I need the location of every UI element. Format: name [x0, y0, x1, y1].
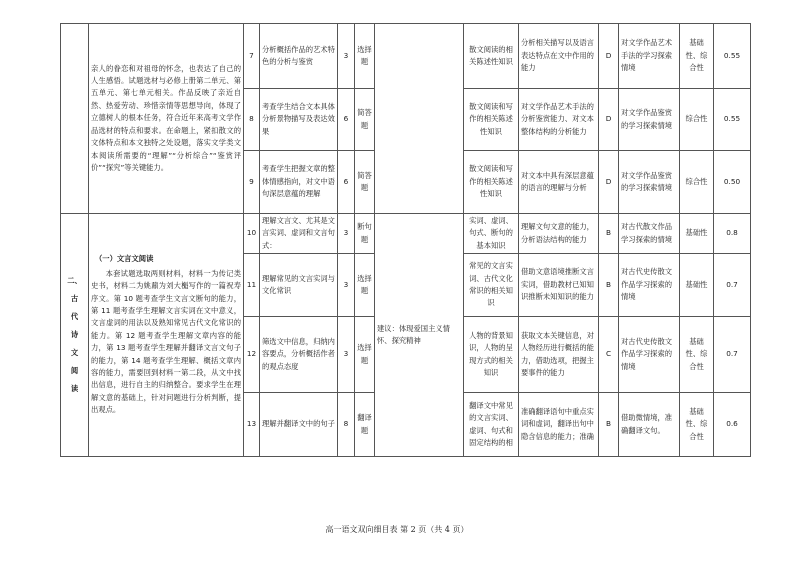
skill: 理解文句文意的能力，分析语法结构的能力: [519, 214, 599, 254]
section2-intro-cell: [89, 214, 244, 457]
level: B: [599, 214, 619, 254]
section2-intro-text: 本套试题选取两则材料，材料一为传记类史书，材料二为姚鼐为刘大櫆写作的一篇祝寿序文。第 10 题考查学生文言文断句的能力，第 11 题考查学生理解文言实词在文中意义，文言虚词的用法以及熟知常见古代文化常识的能力。第 12 题考查学生理解文章内容的能力，第 13 题考查学生理解并翻译文言文句子的能力，第 14 题考查学生理解、概括文章内容的能力，需要回到材料一第二段，从文中找出信息，进行自主的归纳整合。要求学生在理解文意的基础上，针对问题进行分析判断，提出观点。: [91, 268, 241, 415]
specification-table: [60, 23, 751, 457]
level: D: [599, 151, 619, 214]
knowledge: 实词、虚词、句式、断句的基本知识: [464, 214, 519, 254]
knowledge: 散文阅读的相关陈述性知识: [464, 24, 519, 89]
table-row: [61, 24, 751, 89]
level: D: [599, 24, 619, 89]
knowledge: 散文阅读和写作的相关陈述性知识: [464, 89, 519, 151]
question-score: 8: [338, 393, 355, 457]
question-content: 理解文言文、尤其是文言实词、虚词和文言句式：: [260, 214, 338, 254]
difficulty: 0.7: [714, 254, 751, 317]
level: D: [599, 89, 619, 151]
level: B: [599, 393, 619, 457]
question-type: 翻译题: [355, 393, 375, 457]
question-number: 11: [244, 254, 260, 317]
situation: 借助微情境，准确翻译文句。: [619, 393, 680, 457]
attribute: 基础性、综合性: [680, 317, 714, 393]
knowledge: 常见的文言实词、古代文化常识的相关知识: [464, 254, 519, 317]
difficulty: 0.6: [714, 393, 751, 457]
situation: 对文学作品艺术手法的学习探索情境: [619, 24, 680, 89]
skill: 借助文意语境推断文言实词，借助教材已知知识推断未知知识的能力: [519, 254, 599, 317]
skill: 获取文本关键信息，对人物经历进行概括的能力，借助选项，把握主要事件的能力: [519, 317, 599, 393]
difficulty: 0.7: [714, 317, 751, 393]
level: B: [599, 254, 619, 317]
question-number: 9: [244, 151, 260, 214]
page-footer: 高一语文双向细目表 第 2 页（共 4 页）: [325, 525, 469, 534]
question-content: 分析概括作品的艺术特色的分析与鉴赏: [260, 24, 338, 89]
situation: 对文学作品鉴赏的学习探索情境: [619, 151, 680, 214]
question-score: 3: [338, 317, 355, 393]
knowledge: 翻译文中常见的文言实词、虚词、句式和固定结构的相: [464, 393, 519, 457]
question-type: 选择题: [355, 24, 375, 89]
question-content: 理解常见的文言实词与文化常识: [260, 254, 338, 317]
knowledge: 散文阅读和写作的相关陈述性知识: [464, 151, 519, 214]
attribute: 综合性: [680, 89, 714, 151]
section1-intro-text: 亲人的眷恋和对祖母的怀念，也表达了自己的人生感悟。试题选材与必修上册第二单元、第五单元、第七单元相关。作品反映了亲近自然、热爱劳动、珍惜亲情等思想导向，体现了立德树人的根本任务，符合近年来高考文学作品选材的特点和要求。在命题上，紧扣散文的文体特点和本文独特之处设题，落实文学类文本阅读所需要的“理解”“分析综合”“鉴赏评价”“探究”等关键能力。: [89, 24, 244, 214]
section2-label: 二、 古 代 诗 文 阅 读: [61, 214, 89, 457]
situation: 对古代史传散文作品学习探索的情境: [619, 254, 680, 317]
skill: 分析相关描写以及语言表达特点在文中作用的能力: [519, 24, 599, 89]
skill: 对文学作品艺术手法的分析鉴赏能力、对文本整体结构的分析能力: [519, 89, 599, 151]
difficulty: 0.55: [714, 24, 751, 89]
question-number: 8: [244, 89, 260, 151]
skill: 对文本中具有深层意蕴的语言的理解与分析: [519, 151, 599, 214]
question-type: 简答题: [355, 151, 375, 214]
question-score: 3: [338, 254, 355, 317]
table-row: [61, 214, 751, 254]
question-number: 13: [244, 393, 260, 457]
section1-label-cell: [61, 24, 89, 214]
question-content: 考查学生把握文章的整体情感指向，对文中语句深层意蕴的理解: [260, 151, 338, 214]
section1-blank-note: [375, 24, 464, 214]
skill: 准确翻译语句中重点实词和虚词，翻译出句中隐含信息的能力；准确: [519, 393, 599, 457]
question-type: 断句题: [355, 214, 375, 254]
attribute: 基础性: [680, 214, 714, 254]
section2-subtitle: （一）文言文阅读: [95, 254, 154, 264]
question-score: 3: [338, 214, 355, 254]
situation: 对文学作品鉴赏的学习探索情境: [619, 89, 680, 151]
question-score: 6: [338, 151, 355, 214]
attribute: 基础性、综合性: [680, 24, 714, 89]
question-content: 考查学生结合文本具体分析景物描写及表达效果: [260, 89, 338, 151]
situation: 对古代史传散文作品学习探索的情境: [619, 317, 680, 393]
question-number: 12: [244, 317, 260, 393]
attribute: 综合性: [680, 151, 714, 214]
question-type: 简答题: [355, 89, 375, 151]
difficulty: 0.50: [714, 151, 751, 214]
attribute: 基础性、综合性: [680, 393, 714, 457]
level: C: [599, 317, 619, 393]
question-number: 10: [244, 214, 260, 254]
knowledge: 人物的背景知识，人物的呈现方式的相关知识: [464, 317, 519, 393]
question-score: 3: [338, 24, 355, 89]
section2-shared-note: 建议：体现爱国主义情怀、探究精神: [375, 214, 464, 457]
question-type: 选择题: [355, 317, 375, 393]
question-number: 7: [244, 24, 260, 89]
question-content: 筛选文中信息，归纳内容要点，分析概括作者的观点态度: [260, 317, 338, 393]
difficulty: 0.55: [714, 89, 751, 151]
situation: 对古代散文作品学习探索的情境: [619, 214, 680, 254]
question-type: 选择题: [355, 254, 375, 317]
difficulty: 0.8: [714, 214, 751, 254]
attribute: 基础性: [680, 254, 714, 317]
question-content: 理解并翻译文中的句子: [260, 393, 338, 457]
question-score: 6: [338, 89, 355, 151]
